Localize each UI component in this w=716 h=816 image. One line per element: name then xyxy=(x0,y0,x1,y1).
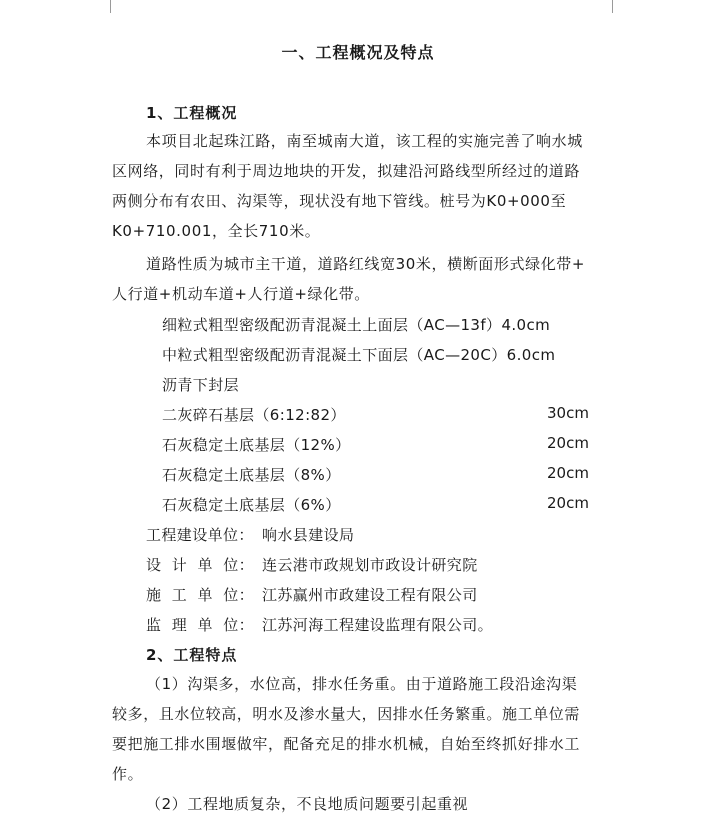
pavement-layer: 石灰稳定土底基层（12%） xyxy=(162,436,351,454)
paragraph-line: 人行道+机动车道+人行道+绿化带。 xyxy=(112,285,370,303)
paragraph-line: 作。 xyxy=(112,765,144,783)
paragraph-line: 本项目北起珠江路，南至城南大道，该工程的实施完善了响水城 xyxy=(146,132,583,150)
pavement-layer: 沥青下封层 xyxy=(162,376,240,394)
pavement-layer: 细粒式粗型密级配沥青混凝土上面层（AC—13f）4.0cm xyxy=(162,316,551,334)
unit-value: 连云港市政规划市政设计研究院 xyxy=(262,556,478,574)
unit-label: 工程建设单位： xyxy=(146,526,254,544)
layer-thickness: 20cm xyxy=(547,464,589,482)
unit-value: 响水县建设局 xyxy=(262,526,355,544)
pavement-layer: 石灰稳定土底基层（8%） xyxy=(162,466,341,484)
layer-thickness: 30cm xyxy=(547,404,589,422)
unit-label: 设 计 单 位： xyxy=(146,556,255,574)
paragraph-line: 道路性质为城市主干道，道路红线宽30米，横断面形式绿化带+ xyxy=(146,255,586,273)
paragraph-line: （1）沟渠多，水位高，排水任务重。由于道路施工段沿途沟渠 xyxy=(146,675,578,693)
pavement-layer: 石灰稳定土底基层（6%） xyxy=(162,496,341,514)
unit-label: 监 理 单 位： xyxy=(146,616,255,634)
paragraph-line: （2）工程地质复杂，不良地质问题要引起重视 xyxy=(146,795,469,813)
pavement-layer: 中粒式粗型密级配沥青混凝土下面层（AC—20C）6.0cm xyxy=(162,346,556,364)
crop-mark-top-right xyxy=(612,0,627,13)
paragraph-line: 区网络，同时有利于周边地块的开发，拟建沿河路线型所经过的道路 xyxy=(112,162,581,180)
layer-thickness: 20cm xyxy=(547,434,589,452)
paragraph-line: 要把施工排水围堰做牢，配备充足的排水机械，自始至终抓好排水工 xyxy=(112,735,581,753)
pavement-layer: 二灰碎石基层（6:12:82） xyxy=(162,406,346,424)
paragraph-line: K0+710.001，全长710米。 xyxy=(112,222,321,240)
section-heading-features: 2、工程特点 xyxy=(146,646,238,664)
layer-thickness: 20cm xyxy=(547,494,589,512)
document-title: 一、工程概况及特点 xyxy=(281,43,435,62)
unit-value: 江苏赢州市政建设工程有限公司 xyxy=(262,586,478,604)
unit-value: 江苏河海工程建设监理有限公司。 xyxy=(262,616,494,634)
unit-label: 施 工 单 位： xyxy=(146,586,255,604)
section-heading-overview: 1、工程概况 xyxy=(146,104,238,122)
crop-mark-top-left xyxy=(96,0,111,13)
paragraph-line: 较多，且水位较高，明水及渗水量大，因排水任务繁重。施工单位需 xyxy=(112,705,581,723)
paragraph-line: 两侧分布有农田、沟渠等，现状没有地下管线。桩号为K0+000至 xyxy=(112,192,567,210)
